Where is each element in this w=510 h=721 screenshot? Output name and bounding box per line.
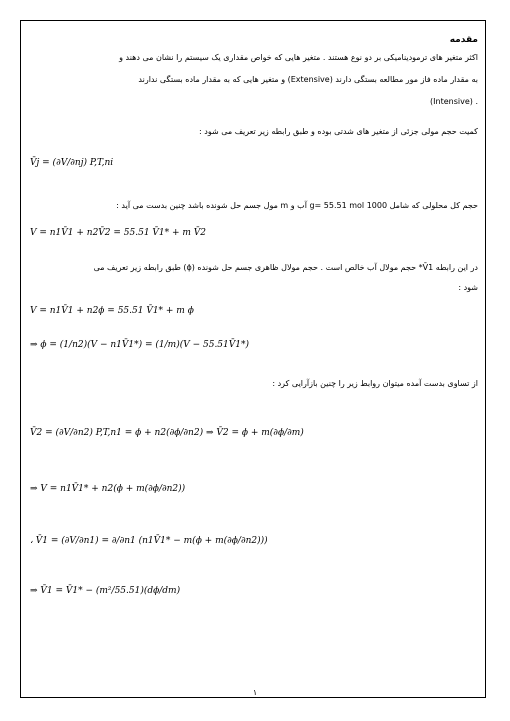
equation-total-volume: V = n1V̄1 + n2V̄2 = 55.51 V̄1* + m V̄2	[30, 228, 207, 238]
apparent-molal-volume-line-2: شود :	[458, 283, 478, 292]
equation-partial-molar-volume-1: ، V̄1 = (∂V/∂n1) = ∂/∂n1 (n1V̄1* − m(ϕ + m(∂ϕ/∂n2)))	[30, 536, 268, 546]
equation-final-result: ⇒ V̄1 = V̄1* − (m²/55.51)(dϕ/dm)	[30, 586, 181, 596]
equation-partial-molar-volume: V̄j = (∂V/∂nj) P,T,ni	[30, 158, 114, 168]
intro-paragraph-line-1: اکثر متغیر های ترمودینامیکی بر دو نوع هستند . متغیر هایی که خواص مقداری یک سیستم را نشان می دهند و	[119, 53, 478, 62]
equation-partial-molar-volume-2: V̄2 = (∂V/∂n2) P,T,n1 = ϕ + n2(∂ϕ/∂n2) ⇒ V̄2 = ϕ + m(∂ϕ/∂m)	[30, 428, 304, 438]
page-border	[20, 20, 486, 698]
equation-volume-expanded: ⇒ V = n1V̄1* + n2(ϕ + m(∂ϕ/∂n2))	[30, 484, 186, 494]
intro-paragraph-line-3: . (Intensive)	[430, 97, 478, 106]
section-heading: مقدمه	[449, 35, 478, 45]
rearrangement-paragraph: از تساوی بدست آمده میتوان روابط زیر را چنین بازآرایی کرد :	[272, 379, 478, 388]
intro-paragraph-line-2: به مقدار ماده فاز مور مطالعه بستگی دارند (Extensive) و متغیر هایی که به مقدار ماده بستگی ندارند	[138, 75, 478, 84]
apparent-molal-volume-line-1: در این رابطه V̄1* حجم مولال آب خالص است . حجم مولال ظاهری جسم حل شونده (ϕ) طبق رابطه زیر تعریف می	[93, 263, 478, 272]
equation-volume-phi: V = n1V̄1 + n2ϕ = 55.51 V̄1* + m ϕ	[30, 306, 194, 316]
partial-molar-volume-intro: کمیت حجم مولی جزئی از متغیر های شدتی بوده و طبق رابطه زیر تعریف می شود :	[199, 127, 478, 136]
equation-phi-definition: ⇒ ϕ = (1/n2)(V − n1V̄1*) = (1/m)(V − 55.51V̄1*)	[30, 340, 249, 350]
page-number: ۱	[252, 688, 258, 697]
total-volume-paragraph: حجم کل محلولی که شامل 1000 g= 55.51 mol آب و m مول جسم حل شونده باشد چنین بدست می آید :	[116, 201, 478, 210]
